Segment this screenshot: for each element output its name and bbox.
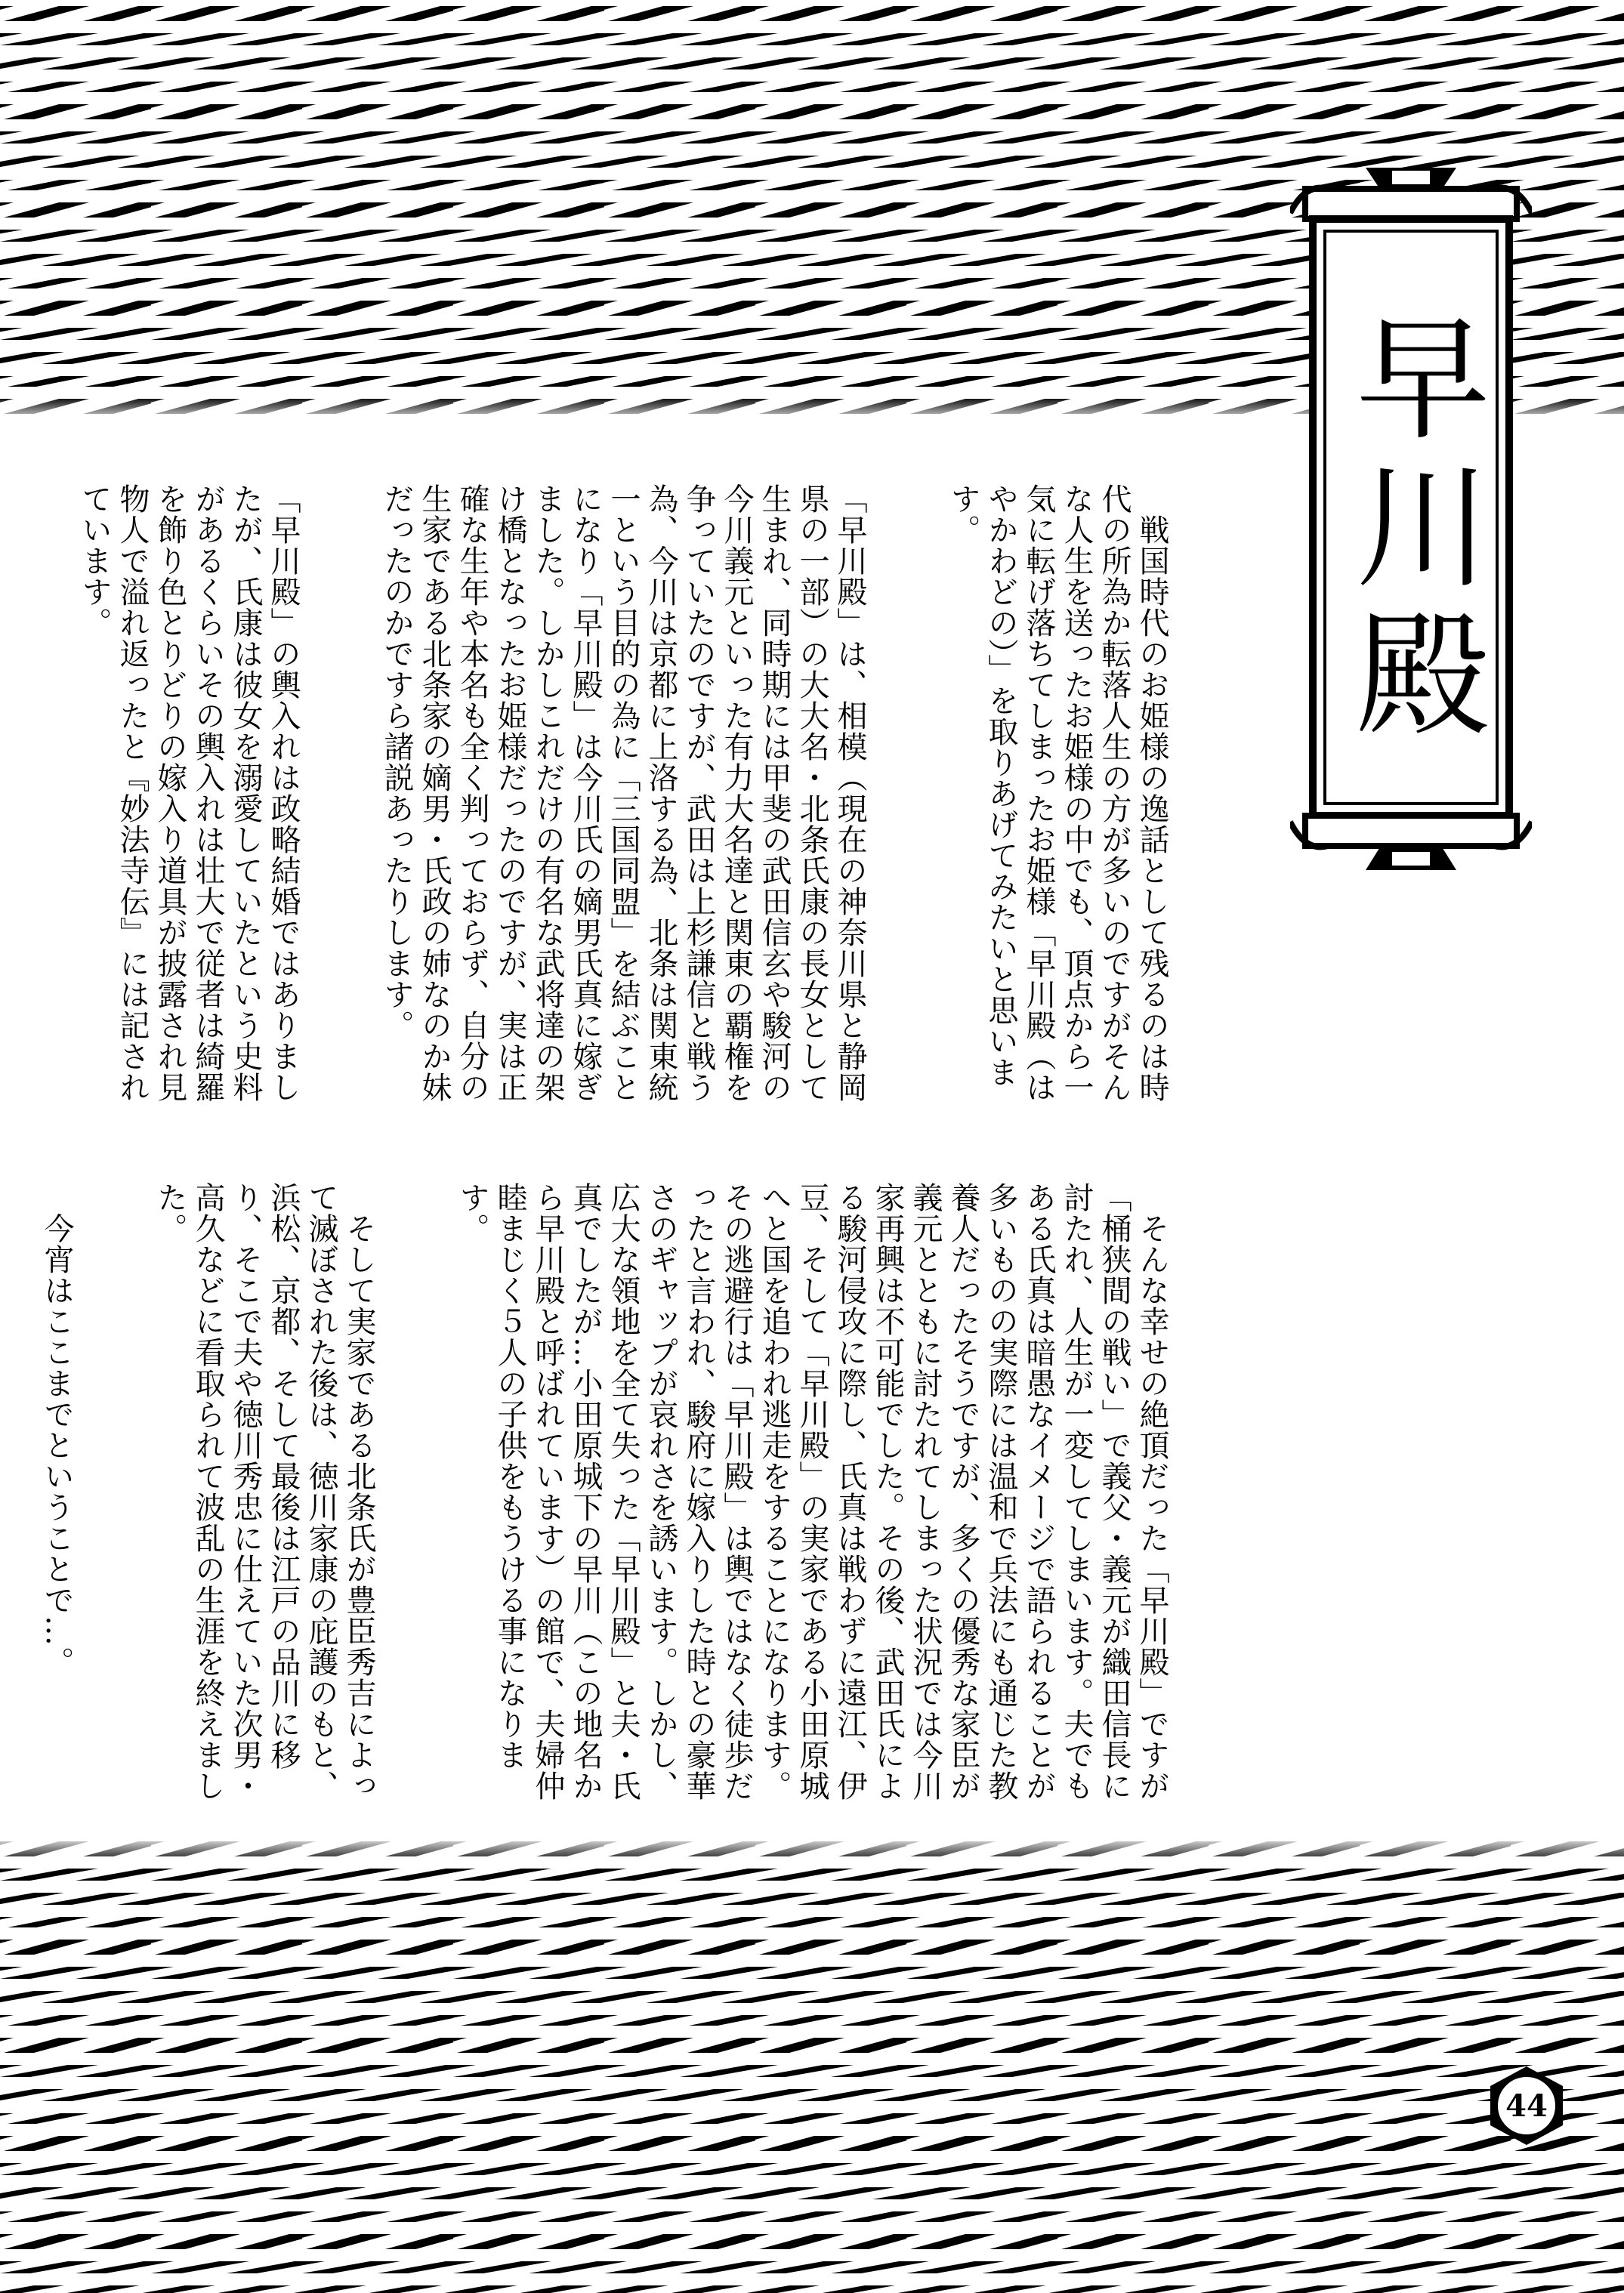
body-text-lower <box>39 1182 1246 1816</box>
paragraph: 戦国時代のお姫様の逸話として残るのは時代の所為か転落人生の方が多いのですがそんな人生を送ったお姫様の中でも、頂点から一気に転げ落ちてしまったお姫様「早川殿（はやかわどの）」を取りあげてみたいと思います。 <box>946 483 1169 1103</box>
paragraph: 「早川殿」の輿入れは政略結婚ではありましたが、氏康は彼女を溺愛していたという史料があるくらいその輿入れは壮大で従者は綺羅を飾り色とりどりの嫁入り道具が披露され見物人で溢れ返ったと『妙法寺伝』には記されています。 <box>77 483 301 1103</box>
paragraph: 今宵はここまでということで…。 <box>39 1182 74 1677</box>
bottom-weave-pattern <box>0 1835 1624 2293</box>
paragraph: 「早川殿」は、相模（現在の神奈川県と静岡県の一部）の大大名・北条氏康の長女として生まれ、同時期には甲斐の武田信玄や駿河の今川義元といった有力大名達と関東の覇権を争っていたのですが、武田は上杉謙信と戦う為、今川は京都に上洛する為、北条は関東統一という目的の為に「三国同盟」を結ぶことになり「早川殿」は今川氏の嫡男氏真に嫁ぎました。しかしこれだけの有名な武将達の架け橋となったお姫様だったのですが、実は正確な生年や本名も全く判っておらず、自分の生家である北条家の嫡男・氏政の姉なのか妹だったのかですら諸説あったりします。 <box>379 483 867 1103</box>
paragraph: そんな幸せの絶頂だった「早川殿」ですが「桶狭間の戦い」で義父・義元が織田信長に討たれ、人生が一変してしまいます。夫でもある氏真は暗愚なイメージで語られることが多いものの実際には温和で兵法にも通じた教養人だったそうですが、多くの優秀な家臣が義元とともに討たれてしまった状況では今川家再興は不可能でした。その後、武田氏による駿河侵攻に際し、氏真は戦わずに遠江、伊豆、そして「早川殿」の実家である小田原城へと国を追われ逃走をすることになります。その逃避行は「早川殿」は輿ではなく徒歩だったと言われ、駿府に嫁入りした時との豪華さのギャップが哀れさを誘います。しかし、広大な領地を全て失った「早川殿」と夫・氏真でしたが…小田原城下の早川（この地名から早川殿と呼ばれています）の館で、夫婦仲睦まじく５人の子供をもうける事になります。 <box>455 1182 1169 1801</box>
page-number-badge <box>1484 2063 1569 2148</box>
body-text-upper <box>77 483 1246 1122</box>
title-frame <box>1290 168 1532 870</box>
paragraph: そして実家である北条氏が豊臣秀吉によって滅ぼされた後は、徳川家康の庇護のもと、浜松、京都、そして最後は江戸の品川に移り、そこで夫や徳川秀忠に仕えていた次男・高久などに看取られて波乱の生涯を終えました。 <box>153 1182 376 1801</box>
page-title: 早川殿 <box>1333 308 1490 752</box>
page-number: 44 <box>1505 2088 1548 2124</box>
